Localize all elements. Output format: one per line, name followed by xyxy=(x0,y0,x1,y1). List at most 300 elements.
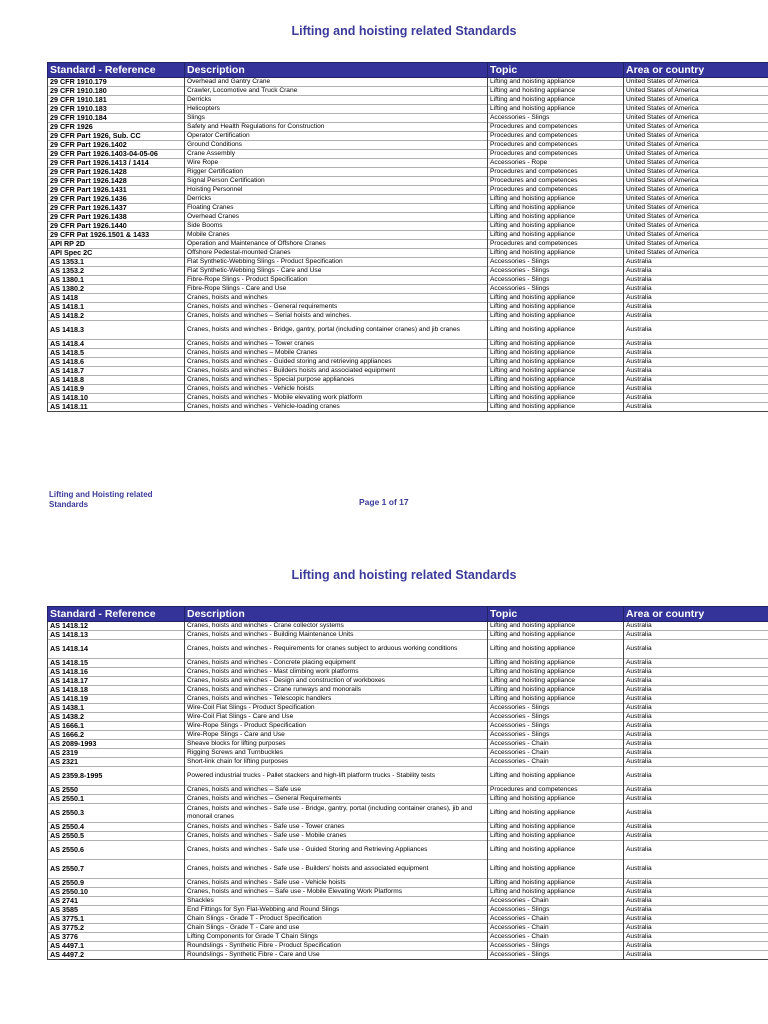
topic-cell: Procedures and competences xyxy=(488,132,624,141)
table-row xyxy=(48,213,768,222)
standard-reference-cell: AS 4497.2 xyxy=(48,951,185,960)
table-row xyxy=(48,640,768,659)
standard-reference-cell: AS 2550.6 xyxy=(48,841,185,860)
description-cell: Roundslings - Synthetic Fibre - Care and Use xyxy=(185,951,488,960)
topic-cell: Lifting and hoisting appliance xyxy=(488,105,624,114)
description-cell: Cranes, hoists and winches - Crane runways and monorails xyxy=(185,686,488,695)
area-cell: United States of America xyxy=(624,132,768,141)
area-cell: United States of America xyxy=(624,87,768,96)
topic-cell: Lifting and hoisting appliance xyxy=(488,376,624,385)
topic-cell: Accessories - Chain xyxy=(488,897,624,906)
topic-cell: Accessories - Slings xyxy=(488,114,624,123)
table-row xyxy=(48,622,768,631)
area-cell: Australia xyxy=(624,832,768,841)
description-cell: Fibre-Rope Slings - Product Specification xyxy=(185,276,488,285)
standard-reference-cell: AS 1418.13 xyxy=(48,631,185,640)
description-cell: Derricks xyxy=(185,96,488,105)
topic-cell: Lifting and hoisting appliance xyxy=(488,96,624,105)
area-cell: Australia xyxy=(624,622,768,631)
standard-reference-cell: AS 1418.1 xyxy=(48,303,185,312)
topic-cell: Procedures and competences xyxy=(488,123,624,132)
standard-reference-cell: 29 CFR 1910.181 xyxy=(48,96,185,105)
table-row xyxy=(48,731,768,740)
description-cell: Flat Synthetic-Webbing Slings - Product Specification xyxy=(185,258,488,267)
topic-cell: Lifting and hoisting appliance xyxy=(488,668,624,677)
topic-cell: Accessories - Slings xyxy=(488,267,624,276)
standard-reference-cell: AS 3775.1 xyxy=(48,915,185,924)
description-cell: Wire-Rope Slings - Product Specification xyxy=(185,722,488,731)
table-row xyxy=(48,87,768,96)
standard-reference-cell: AS 2319 xyxy=(48,749,185,758)
table-row xyxy=(48,249,768,258)
standard-reference-cell: AS 2741 xyxy=(48,897,185,906)
area-cell: United States of America xyxy=(624,159,768,168)
topic-cell: Lifting and hoisting appliance xyxy=(488,294,624,303)
topic-cell: Accessories - Slings xyxy=(488,285,624,294)
description-cell: Cranes, hoists and winches - Guided storing and retrieving appliances xyxy=(185,358,488,367)
table-row xyxy=(48,897,768,906)
description-cell: Wire-Coil Flat Slings - Care and Use xyxy=(185,713,488,722)
area-cell: Australia xyxy=(624,713,768,722)
area-cell: United States of America xyxy=(624,96,768,105)
description-cell: Operator Certification xyxy=(185,132,488,141)
table-row xyxy=(48,659,768,668)
area-cell: Australia xyxy=(624,321,768,340)
table-row xyxy=(48,749,768,758)
area-cell: United States of America xyxy=(624,105,768,114)
description-cell: Cranes, hoists and winches – Tower cranes xyxy=(185,340,488,349)
standard-reference-cell: AS 2550.3 xyxy=(48,804,185,823)
page-title: Lifting and hoisting related Standards xyxy=(291,568,517,582)
description-cell: Cranes, hoists and winches - Safe use - Mobile cranes xyxy=(185,832,488,841)
table-row xyxy=(48,240,768,249)
area-cell: United States of America xyxy=(624,240,768,249)
standard-reference-cell: 29 CFR 1910.183 xyxy=(48,105,185,114)
table-row xyxy=(48,78,768,87)
topic-cell: Lifting and hoisting appliance xyxy=(488,832,624,841)
description-cell: Sheave blocks for lifting purposes xyxy=(185,740,488,749)
area-cell: Australia xyxy=(624,951,768,960)
standard-reference-cell: AS 1418.6 xyxy=(48,358,185,367)
area-cell: Australia xyxy=(624,767,768,786)
description-cell: Roundslings - Synthetic Fibre - Product Specification xyxy=(185,942,488,951)
topic-cell: Lifting and hoisting appliance xyxy=(488,622,624,631)
standard-reference-cell: AS 1418.11 xyxy=(48,403,185,412)
area-cell: Australia xyxy=(624,312,768,321)
topic-cell: Lifting and hoisting appliance xyxy=(488,385,624,394)
description-cell: Cranes, hoists and winches - Safe use - Bridge, gantry, portal (including container cranes), jib and monorail cranes xyxy=(185,804,488,823)
standard-reference-cell: AS 1438.2 xyxy=(48,713,185,722)
area-cell: Australia xyxy=(624,303,768,312)
table-row xyxy=(48,168,768,177)
area-cell: United States of America xyxy=(624,249,768,258)
table-row xyxy=(48,841,768,860)
table-row xyxy=(48,358,768,367)
table-row xyxy=(48,933,768,942)
area-cell: Australia xyxy=(624,933,768,942)
table-row xyxy=(48,668,768,677)
table-row xyxy=(48,159,768,168)
description-cell: Flat Synthetic-Webbing Slings - Care and Use xyxy=(185,267,488,276)
standard-reference-cell: 29 CFR Part 1926.1436 xyxy=(48,195,185,204)
column-header-topic: Topic xyxy=(488,607,624,622)
table-row xyxy=(48,740,768,749)
description-cell: Cranes, hoists and winches – Safe use xyxy=(185,786,488,795)
description-cell: Overhead and Gantry Crane xyxy=(185,78,488,87)
table-row xyxy=(48,695,768,704)
standard-reference-cell: AS 2550.4 xyxy=(48,823,185,832)
standard-reference-cell: AS 3776 xyxy=(48,933,185,942)
standard-reference-cell: 29 CFR Part 1926.1402 xyxy=(48,141,185,150)
area-cell: Australia xyxy=(624,668,768,677)
area-cell: Australia xyxy=(624,686,768,695)
area-cell: Australia xyxy=(624,841,768,860)
table-row xyxy=(48,860,768,879)
area-cell: Australia xyxy=(624,897,768,906)
topic-cell: Lifting and hoisting appliance xyxy=(488,631,624,640)
standard-reference-cell: AS 1666.1 xyxy=(48,722,185,731)
topic-cell: Lifting and hoisting appliance xyxy=(488,841,624,860)
topic-cell: Lifting and hoisting appliance xyxy=(488,312,624,321)
area-cell: Australia xyxy=(624,394,768,403)
table-row xyxy=(48,906,768,915)
topic-cell: Accessories - Rope xyxy=(488,159,624,168)
topic-cell: Lifting and hoisting appliance xyxy=(488,879,624,888)
standard-reference-cell: AS 2550 xyxy=(48,786,185,795)
table-row xyxy=(48,96,768,105)
table-row xyxy=(48,804,768,823)
description-cell: Cranes, hoists and winches - Safe use - Vehicle hoists xyxy=(185,879,488,888)
standard-reference-cell: AS 1418.19 xyxy=(48,695,185,704)
topic-cell: Procedures and competences xyxy=(488,141,624,150)
description-cell: Lifting Components for Grade T Chain Slings xyxy=(185,933,488,942)
table-row xyxy=(48,795,768,804)
area-cell: Australia xyxy=(624,385,768,394)
area-cell: United States of America xyxy=(624,123,768,132)
description-cell: Crane Assembly xyxy=(185,150,488,159)
table-row xyxy=(48,385,768,394)
standard-reference-cell: AS 2321 xyxy=(48,758,185,767)
description-cell: Cranes, hoists and winches - Telescopic handlers xyxy=(185,695,488,704)
table-row xyxy=(48,204,768,213)
topic-cell: Procedures and competences xyxy=(488,150,624,159)
area-cell: Australia xyxy=(624,358,768,367)
standard-reference-cell: 29 CFR Pat 1926.1501 & 1433 xyxy=(48,231,185,240)
topic-cell: Lifting and hoisting appliance xyxy=(488,659,624,668)
description-cell: Cranes, hoists and winches – Serial hoists and winches. xyxy=(185,312,488,321)
topic-cell: Accessories - Chain xyxy=(488,758,624,767)
table-row xyxy=(48,631,768,640)
table-row xyxy=(48,686,768,695)
standard-reference-cell: 29 CFR Part 1926.1437 xyxy=(48,204,185,213)
description-cell: Powered industrial trucks - Pallet stackers and high-lift platform trucks - Stability tests xyxy=(185,767,488,786)
table-row xyxy=(48,832,768,841)
description-cell: Cranes, hoists and winches – Mobile Cranes xyxy=(185,349,488,358)
description-cell: Wire Rope xyxy=(185,159,488,168)
area-cell: Australia xyxy=(624,786,768,795)
table-row xyxy=(48,231,768,240)
area-cell: United States of America xyxy=(624,177,768,186)
table-row xyxy=(48,177,768,186)
description-cell: Hoisting Personnel xyxy=(185,186,488,195)
topic-cell: Lifting and hoisting appliance xyxy=(488,340,624,349)
table-row xyxy=(48,267,768,276)
area-cell: Australia xyxy=(624,294,768,303)
area-cell: Australia xyxy=(624,823,768,832)
description-cell: Chain Slings - Grade T - Care and use xyxy=(185,924,488,933)
topic-cell: Lifting and hoisting appliance xyxy=(488,303,624,312)
standard-reference-cell: AS 1418.5 xyxy=(48,349,185,358)
standard-reference-cell: AS 1380.1 xyxy=(48,276,185,285)
area-cell: Australia xyxy=(624,695,768,704)
column-header-description: Description xyxy=(185,63,488,78)
standard-reference-cell: AS 1418.4 xyxy=(48,340,185,349)
table-row xyxy=(48,915,768,924)
table-row xyxy=(48,340,768,349)
standard-reference-cell: AS 1418.18 xyxy=(48,686,185,695)
standard-reference-cell: AS 1438.1 xyxy=(48,704,185,713)
area-cell: Australia xyxy=(624,924,768,933)
description-cell: Slings xyxy=(185,114,488,123)
topic-cell: Lifting and hoisting appliance xyxy=(488,677,624,686)
page-title: Lifting and hoisting related Standards xyxy=(291,24,517,38)
area-cell: United States of America xyxy=(624,213,768,222)
topic-cell: Lifting and hoisting appliance xyxy=(488,249,624,258)
standard-reference-cell: AS 1418.2 xyxy=(48,312,185,321)
topic-cell: Lifting and hoisting appliance xyxy=(488,78,624,87)
topic-cell: Accessories - Chain xyxy=(488,740,624,749)
description-cell: Cranes, hoists and winches - Concrete placing equipment xyxy=(185,659,488,668)
standard-reference-cell: 29 CFR 1910.180 xyxy=(48,87,185,96)
description-cell: Cranes, hoists and winches - Safe use - Tower cranes xyxy=(185,823,488,832)
table-row xyxy=(48,222,768,231)
description-cell: Wire-Coil Flat Slings - Product Specification xyxy=(185,704,488,713)
description-cell: Operation and Maintenance of Offshore Cranes xyxy=(185,240,488,249)
table-row xyxy=(48,303,768,312)
table-row xyxy=(48,276,768,285)
standard-reference-cell: 29 CFR 1926 xyxy=(48,123,185,132)
area-cell: Australia xyxy=(624,267,768,276)
standard-reference-cell: API Spec 2C xyxy=(48,249,185,258)
column-header-description: Description xyxy=(185,607,488,622)
description-cell: Cranes, hoists and winches - Safe use - Guided Storing and Retrieving Appliances xyxy=(185,841,488,860)
topic-cell: Lifting and hoisting appliance xyxy=(488,804,624,823)
area-cell: Australia xyxy=(624,285,768,294)
table-row xyxy=(48,823,768,832)
topic-cell: Lifting and hoisting appliance xyxy=(488,349,624,358)
description-cell: Cranes, hoists and winches - Bridge, gantry, portal (including container cranes) and jib cranes xyxy=(185,321,488,340)
description-cell: Safety and Health Regulations for Construction xyxy=(185,123,488,132)
standard-reference-cell: AS 2550.10 xyxy=(48,888,185,897)
area-cell: Australia xyxy=(624,731,768,740)
topic-cell: Lifting and hoisting appliance xyxy=(488,222,624,231)
area-cell: Australia xyxy=(624,888,768,897)
area-cell: United States of America xyxy=(624,114,768,123)
topic-cell: Procedures and competences xyxy=(488,186,624,195)
area-cell: United States of America xyxy=(624,222,768,231)
standard-reference-cell: AS 1418.16 xyxy=(48,668,185,677)
description-cell: Shackles xyxy=(185,897,488,906)
area-cell: Australia xyxy=(624,942,768,951)
area-cell: Australia xyxy=(624,906,768,915)
topic-cell: Accessories - Slings xyxy=(488,713,624,722)
description-cell: Cranes, hoists and winches - Building Maintenance Units xyxy=(185,631,488,640)
column-header-topic: Topic xyxy=(488,63,624,78)
description-cell: Cranes, hoists and winches - Safe use - Builders' hoists and associated equipment xyxy=(185,860,488,879)
topic-cell: Accessories - Slings xyxy=(488,276,624,285)
table-row xyxy=(48,403,768,412)
column-header-area: Area or country xyxy=(624,607,768,622)
topic-cell: Accessories - Slings xyxy=(488,906,624,915)
description-cell: Crawler, Locomotive and Truck Crane xyxy=(185,87,488,96)
topic-cell: Lifting and hoisting appliance xyxy=(488,686,624,695)
area-cell: Australia xyxy=(624,749,768,758)
description-cell: Ground Conditions xyxy=(185,141,488,150)
standard-reference-cell: AS 2359.8-1995 xyxy=(48,767,185,786)
standard-reference-cell: 29 CFR Part 1926.1431 xyxy=(48,186,185,195)
area-cell: United States of America xyxy=(624,204,768,213)
description-cell: Cranes, hoists and winches - Builders hoists and associated equipment xyxy=(185,367,488,376)
topic-cell: Lifting and hoisting appliance xyxy=(488,888,624,897)
column-header-reference: Standard - Reference xyxy=(48,607,185,622)
table-row xyxy=(48,321,768,340)
topic-cell: Lifting and hoisting appliance xyxy=(488,860,624,879)
topic-cell: Lifting and hoisting appliance xyxy=(488,823,624,832)
area-cell: Australia xyxy=(624,740,768,749)
standard-reference-cell: API RP 2D xyxy=(48,240,185,249)
topic-cell: Procedures and competences xyxy=(488,786,624,795)
topic-cell: Lifting and hoisting appliance xyxy=(488,204,624,213)
topic-cell: Lifting and hoisting appliance xyxy=(488,213,624,222)
topic-cell: Lifting and hoisting appliance xyxy=(488,231,624,240)
standards-table xyxy=(47,62,768,412)
description-cell: Helicopters xyxy=(185,105,488,114)
footer-page-number: Page 1 of 17 xyxy=(359,497,409,507)
area-cell: Australia xyxy=(624,879,768,888)
table-row xyxy=(48,951,768,960)
table-row xyxy=(48,888,768,897)
standard-reference-cell: AS 1418.17 xyxy=(48,677,185,686)
area-cell: United States of America xyxy=(624,150,768,159)
table-row xyxy=(48,704,768,713)
description-cell: Cranes, hoists and winches - Crane collector systems xyxy=(185,622,488,631)
area-cell: Australia xyxy=(624,804,768,823)
description-cell: Wire-Rope Slings - Care and Use xyxy=(185,731,488,740)
topic-cell: Accessories - Chain xyxy=(488,933,624,942)
table-row xyxy=(48,879,768,888)
area-cell: Australia xyxy=(624,403,768,412)
topic-cell: Procedures and competences xyxy=(488,168,624,177)
table-header-row xyxy=(48,63,768,78)
standard-reference-cell: AS 1418.14 xyxy=(48,640,185,659)
area-cell: Australia xyxy=(624,860,768,879)
description-cell: Cranes, hoists and winches - General requirements xyxy=(185,303,488,312)
standard-reference-cell: AS 1380.2 xyxy=(48,285,185,294)
description-cell: Rigger Certification xyxy=(185,168,488,177)
table-row xyxy=(48,114,768,123)
standard-reference-cell: AS 3585 xyxy=(48,906,185,915)
area-cell: Australia xyxy=(624,631,768,640)
area-cell: Australia xyxy=(624,704,768,713)
topic-cell: Lifting and hoisting appliance xyxy=(488,358,624,367)
description-cell: Mobile Cranes xyxy=(185,231,488,240)
standard-reference-cell: AS 1418 xyxy=(48,294,185,303)
table-row xyxy=(48,150,768,159)
standard-reference-cell: AS 1418.8 xyxy=(48,376,185,385)
area-cell: Australia xyxy=(624,367,768,376)
area-cell: United States of America xyxy=(624,186,768,195)
topic-cell: Lifting and hoisting appliance xyxy=(488,195,624,204)
standard-reference-cell: AS 1418.10 xyxy=(48,394,185,403)
standard-reference-cell: 29 CFR Part 1926.1403-04-05-06 xyxy=(48,150,185,159)
topic-cell: Lifting and hoisting appliance xyxy=(488,321,624,340)
description-cell: Cranes, hoists and winches – General Requirements xyxy=(185,795,488,804)
table-row xyxy=(48,312,768,321)
standard-reference-cell: AS 1418.12 xyxy=(48,622,185,631)
area-cell: Australia xyxy=(624,340,768,349)
standard-reference-cell: AS 1666.2 xyxy=(48,731,185,740)
table-row xyxy=(48,376,768,385)
table-row xyxy=(48,942,768,951)
table-row xyxy=(48,349,768,358)
standard-reference-cell: AS 3775.2 xyxy=(48,924,185,933)
table-row xyxy=(48,285,768,294)
table-row xyxy=(48,677,768,686)
standard-reference-cell: 29 CFR Part 1926, Sub. CC xyxy=(48,132,185,141)
standard-reference-cell: AS 2550.9 xyxy=(48,879,185,888)
area-cell: United States of America xyxy=(624,231,768,240)
description-cell: Cranes, hoists and winches - Mobile elevating work platform xyxy=(185,394,488,403)
standard-reference-cell: 29 CFR Part 1926.1428 xyxy=(48,168,185,177)
description-cell: Cranes, hoists and winches - Design and construction of workboxes xyxy=(185,677,488,686)
topic-cell: Accessories - Chain xyxy=(488,749,624,758)
description-cell: Signal Person Certification xyxy=(185,177,488,186)
standard-reference-cell: AS 1418.15 xyxy=(48,659,185,668)
standard-reference-cell: AS 2550.1 xyxy=(48,795,185,804)
table-body xyxy=(48,622,768,960)
table-row xyxy=(48,186,768,195)
topic-cell: Accessories - Chain xyxy=(488,924,624,933)
description-cell: Cranes, hoists and winches - Special purpose appliances xyxy=(185,376,488,385)
standard-reference-cell: 29 CFR Part 1926.1428 xyxy=(48,177,185,186)
area-cell: Australia xyxy=(624,258,768,267)
description-cell: Overhead Cranes xyxy=(185,213,488,222)
topic-cell: Lifting and hoisting appliance xyxy=(488,640,624,659)
description-cell: Cranes, hoists and winches - Vehicle hoists xyxy=(185,385,488,394)
standard-reference-cell: AS 1353.2 xyxy=(48,267,185,276)
topic-cell: Accessories - Slings xyxy=(488,722,624,731)
topic-cell: Lifting and hoisting appliance xyxy=(488,87,624,96)
topic-cell: Procedures and competences xyxy=(488,240,624,249)
area-cell: Australia xyxy=(624,758,768,767)
topic-cell: Accessories - Slings xyxy=(488,942,624,951)
topic-cell: Lifting and hoisting appliance xyxy=(488,695,624,704)
table-row xyxy=(48,367,768,376)
table-row xyxy=(48,713,768,722)
area-cell: United States of America xyxy=(624,195,768,204)
description-cell: Cranes, hoists and winches – Safe use - Mobile Elevating Work Platforms xyxy=(185,888,488,897)
standard-reference-cell: 29 CFR 1910.179 xyxy=(48,78,185,87)
table-row xyxy=(48,141,768,150)
table-body xyxy=(48,78,768,412)
description-cell: Offshore Pedestal-mounted Cranes xyxy=(185,249,488,258)
description-cell: Fibre-Rope Slings - Care and Use xyxy=(185,285,488,294)
description-cell: End Fittings for Syn Flat-Webbing and Round Slings xyxy=(185,906,488,915)
standard-reference-cell: 29 CFR Part 1926.1440 xyxy=(48,222,185,231)
description-cell: Cranes, hoists and winches - Requirements for cranes subject to arduous working conditions xyxy=(185,640,488,659)
area-cell: Australia xyxy=(624,795,768,804)
standard-reference-cell: AS 4497.1 xyxy=(48,942,185,951)
